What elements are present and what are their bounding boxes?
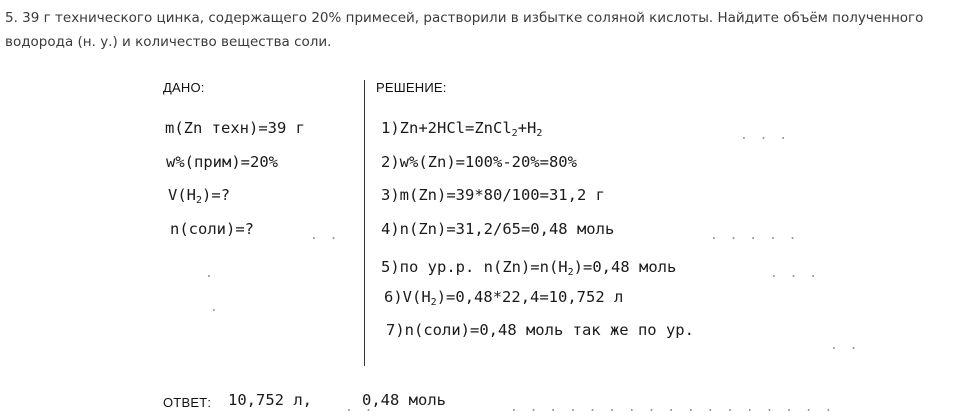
faint-dots: . . .	[740, 128, 790, 143]
solution-step-6: $6)V(H_2)=0,48*22,4=10,752$ л	[384, 288, 624, 308]
faint-dots: . .	[345, 400, 375, 415]
problem-statement: 5. 39 г технического цинка, содержащего 20% примесей, растворили в избытке соляной кислоты. Найдите объём полученного водорода (н. у.) и количество вещества соли.	[5, 10, 924, 50]
answer-volume: 10,752 л,	[228, 391, 312, 409]
given-solution-divider	[364, 80, 365, 366]
faint-dots: . . .	[770, 266, 820, 281]
faint-dots: .	[205, 266, 215, 281]
faint-dots: . . . . .	[710, 228, 799, 243]
faint-dots: .	[210, 300, 220, 315]
given-heading: ДАНО:	[163, 80, 205, 95]
solution-step-4: 4)n(Zn)=31,2/65=0,48 моль	[381, 220, 615, 238]
solution-step-2: 2)w%(Zn)=100%-20%=80%	[381, 153, 577, 171]
solution-step-1: $1)Zn+2HCl=ZnCl_2+H_2$	[381, 119, 543, 139]
solution-step-3: 3)m(Zn)=39*80/100=31,2 г	[381, 186, 605, 204]
given-mass-zinc: m(Zn техн)=39 г	[165, 119, 305, 137]
faint-dots: . .	[310, 228, 340, 243]
answer-label: ОТВЕТ:	[163, 395, 212, 410]
given-impurity-percent: w%(прим)=20%	[166, 153, 278, 171]
faint-dots: . . . . . . . . . . . . . . . . .	[510, 400, 835, 415]
solution-step-5: 5)по ур.р. $n(Zn)=n(H_2)=0,48$ моль	[381, 258, 677, 278]
given-hydrogen-volume: $V(H_2)=$?	[168, 186, 231, 206]
answer-amount: 0,48 моль	[362, 391, 446, 409]
faint-dots: . .	[830, 338, 860, 353]
given-salt-amount: n(соли)=?	[170, 220, 254, 238]
solution-step-7: 7)n(соли)=0,48 моль так же по ур.	[386, 321, 694, 339]
solution-heading: РЕШЕНИЕ:	[376, 80, 447, 95]
